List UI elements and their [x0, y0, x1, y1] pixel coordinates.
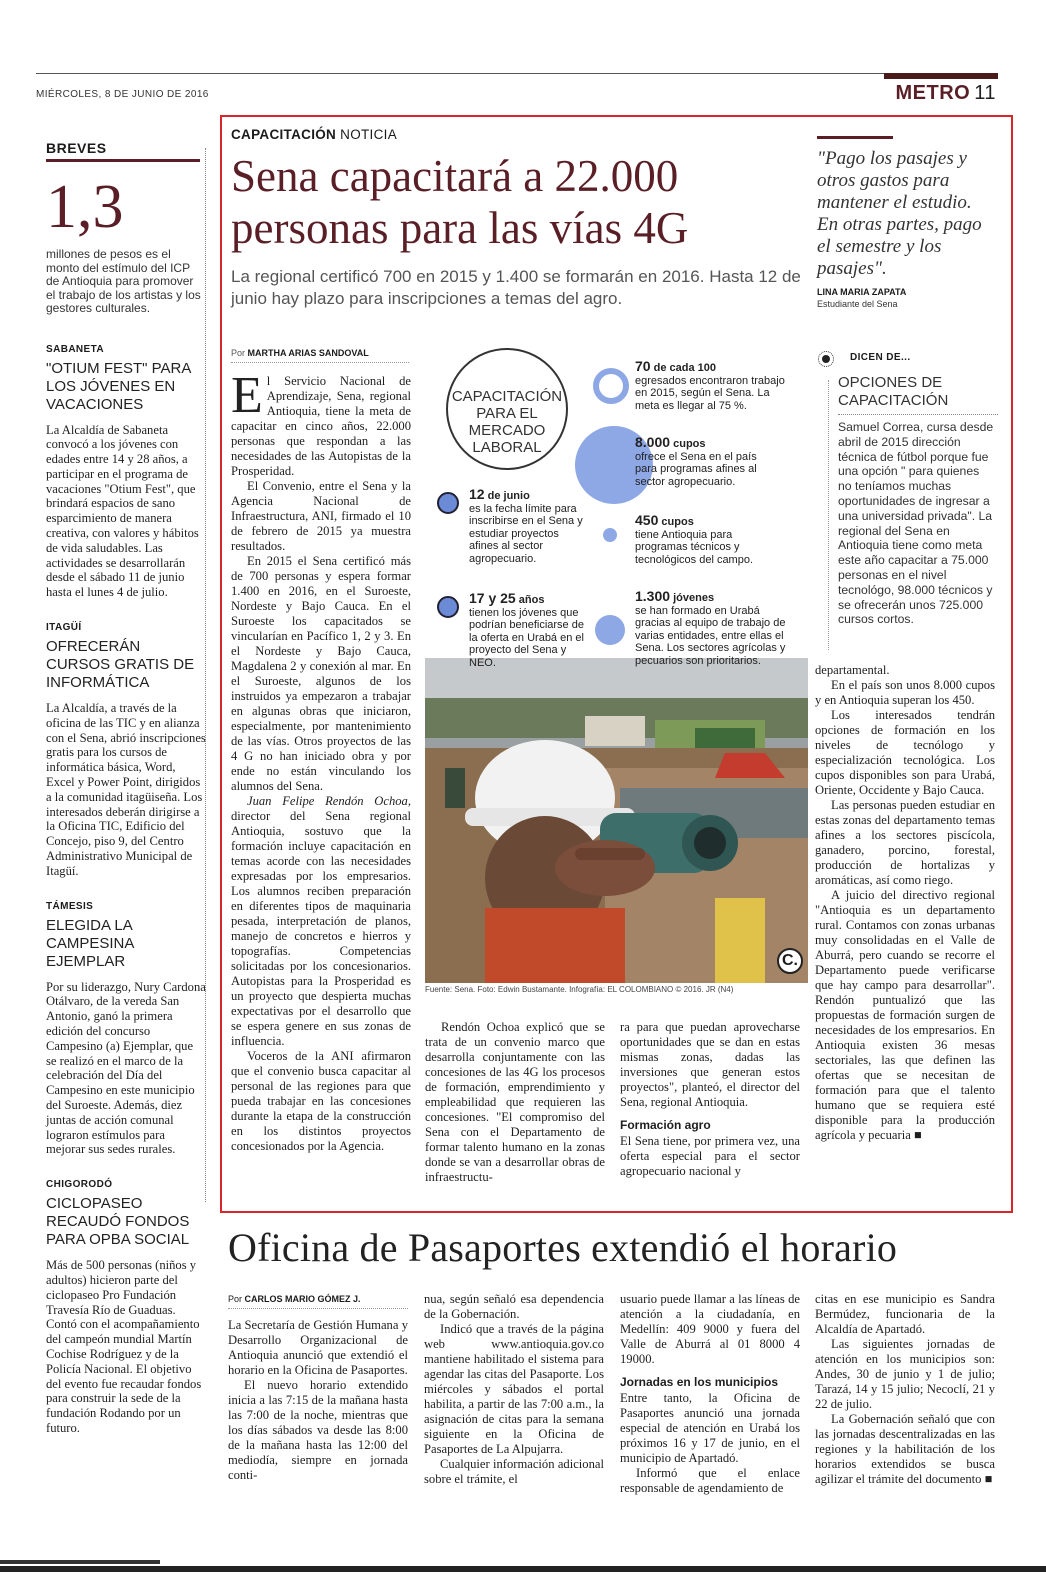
article-column-3: [620, 1020, 800, 1179]
brief-tamesis: [46, 901, 206, 1158]
header-rule: [36, 73, 998, 74]
brief-itagui: [46, 622, 206, 879]
kicker-type: NOTICIA: [340, 127, 398, 142]
article-paragraph: En el país son unos 8.000 cupos y en Antioquia superan los 450.: [815, 678, 995, 707]
article-paragraph: Indicó que a través de la página web www.antioquia.gov.co mantiene habilitado el sistema para agendar las citas del Pasaporte. Los miércoles y sábados el portal habilita, a partir de las 7:00 a.m., la asignación de citas para la semana siguiente en la Oficina de Pasaportes de La Alpujarra.: [424, 1322, 604, 1456]
second-byline: [228, 1294, 408, 1309]
stat-450: [635, 514, 775, 566]
stat-1300: [635, 590, 795, 667]
ratio-ring-icon: [593, 368, 629, 404]
byline-author: CARLOS MARIO GÓMEZ J.: [244, 1294, 361, 1304]
brief-body: La Alcaldía de Sabaneta convocó a los jóvenes con edades entre 14 y 28 años, a participar en el programa de vacaciones "Otium Fest", que brindará espacios de sano esparcimiento de manera creativa, con valores y hábitos de vida saludables. Las actividades se desarrollarán desde el sábado 11 de junio hasta el lunes 4 de julio.: [46, 422, 199, 600]
stat-text: tiene Antioquia para programas técnicos y tecnológicos del campo.: [635, 528, 754, 566]
stat-value: 8.000 cupos: [635, 434, 706, 450]
article-kicker: [231, 127, 397, 142]
surveyor-photo-illustration: [425, 658, 808, 983]
article-paragraph: El nuevo horario extendido inicia a las 7:15 de la mañana hasta las 7:00 de la noche, mientras que los días sábados va desde las 8:00 de la mañana hasta las 12:00 del mediodía, siempre en jornada conti-: [228, 1378, 408, 1482]
stat-value: 450 cupos: [635, 512, 694, 528]
brief-location: SABANETA: [46, 343, 105, 355]
infographic: [425, 348, 808, 995]
brief-headline: OFRECERÁN CURSOS GRATIS DE INFORMÁTICA: [46, 638, 195, 692]
stat-text: tienen los jóvenes que podrían beneficiarse de la oferta en Urabá en el proyecto del Sena y NEO.: [469, 606, 584, 669]
stat-text: egresados encontraron trabajo en 2015, según el Sena. La meta es llegar al 75 %.: [635, 374, 785, 412]
article-paragraph: ra para que puedan aprovecharse oportunidades que se dan en estas mismas zonas, dadas las inversiones que generan estos proyectos", planteó, el director del Sena, regional Antioquia.: [620, 1020, 800, 1109]
brief-sabaneta: [46, 344, 206, 601]
page-date: MIÉRCOLES, 8 DE JUNIO DE 2016: [36, 89, 209, 100]
medium-bubble: [595, 615, 625, 645]
stat-text: es la fecha límite para inscribirse en el Sena y estudiar proyectos afines al sector agropecuario.: [469, 502, 583, 565]
article-column-1: [231, 367, 411, 1154]
infographic-source: Fuente: Sena. Foto: Edwin Bustamante. Infografía: EL COLOMBIANO © 2016. JR (N4): [425, 985, 734, 994]
stat-17-25: [469, 592, 589, 669]
article-paragraph: usuario puede llamar a las líneas de atención a la ciudadanía, en Medellín: 409 9000 y fuera del Valle de Aburrá al 01 8000 4 19000.: [620, 1292, 800, 1366]
page-bottom-rule: [0, 1566, 1046, 1572]
brief-location: ITAGÜÍ: [46, 622, 82, 634]
worker-photo: [425, 658, 808, 983]
second-column-4: [815, 1292, 995, 1487]
kicker-topic: CAPACITACIÓN: [231, 127, 337, 142]
article-subheading: Formación agro: [620, 1118, 711, 1132]
article-paragraph: nua, según señaló esa dependencia de la Gobernación.: [424, 1292, 604, 1321]
brief-chigorodo: [46, 1179, 206, 1436]
article-paragraph: Entre tanto, la Oficina de Pasaportes anunció una jornada especial de atención en Urabá los próximos 16 y 17 de junio, en el municipio de Apartadó.: [620, 1391, 800, 1465]
byline-label: Por: [228, 1294, 243, 1304]
second-column-1: [228, 1318, 408, 1483]
article-paragraph: [231, 794, 411, 1049]
person-icon: [437, 596, 459, 618]
stat-value: 12 de junio: [469, 486, 530, 502]
speech-icon: [818, 351, 834, 367]
brief-body: Más de 500 personas (niños y adultos) hicieron parte del ciclopaseo Pro Fundación Travesía Río de Guaduas. Contó con el acompañamiento del campeón mundial Martín Cochise Rodríguez y de la Policía Nacional. El objetivo del evento fue recaudar fondos para construir la sede de la fundación Rodando por un futuro.: [46, 1258, 202, 1435]
article-paragraph: Voceros de la ANI afirmaron que el convenio busca capacitar al personal de las regiones para que pueda trabajar en las concesiones durante la etapa de la construcción en los distintos proyectos concesionados por la Agencia.: [231, 1049, 411, 1153]
article-paragraph: La Gobernación señaló que con las jornadas descentralizadas en las regiones y la habilitación de los horarios extendidos se busca agilizar el trámite del documento ■: [815, 1412, 995, 1486]
dropcap: E: [231, 367, 263, 424]
quote-rule: [817, 136, 893, 139]
article-paragraph: A juicio del directivo regional "Antioquia es un departamento rural. Contamos con zonas urbanas muy consolidadas en el Valle de Aburrá, pero cuando se recorre el Departamento puede verificarse que hay campo para desarrollar". Rendón puntualizó que las propuestas de formación surgen de necesidades de los empresarios. En Antioquia existen 36 mesas sectoriales, las que definen las ofertas que se necesitan de formación para que el talento humano que se requiera esté disponible para la producción agrícola y pecuaria ■: [815, 888, 995, 1142]
article-paragraph: En 2015 el Sena certificó más de 700 personas y espera formar 1.400 en 2016, en el Suroeste, Nordeste y Bajo Cauca. En el Suroeste los capacitados se vincularían en Pacífico 1, 2 y 3. En el Nordeste y Bajo Cauca, Magdalena 2 y conexión al mar. En el Suroeste, algunos de los instruidos ya empezaron a trabajar en algunas obras que iniciaron, especialmente, por mantenimiento de las vías. Otros proyectos de las 4 G no han iniciado obra y por ende no están vinculando los alumnos del Sena.: [231, 554, 411, 793]
article-column-4: [815, 663, 995, 1143]
byline-author: MARTHA ARIAS SANDOVAL: [247, 348, 369, 358]
paragraph-text: director del Sena regional Antioquia, sostuvo que la formación incluye capacitación en temas acorde con las necesidades expresadas por los empresarios. Los alumnos reciben preparación en diferentes tipos de maquinaria pesada, interpretación de planos, manejo de concretos e hierros y topografías. Competencias solicitadas por los concesionarios. Autopistas para la Prosperidad es un proyecto que despierta muchas expectativas por el desarrollo que se espera genere en sus zonas de influencia.: [231, 809, 411, 1048]
quote-author: LINA MARIA ZAPATA: [817, 287, 907, 297]
article-paragraph: Las siguientes jornadas de atención en los municipios son: Andes, 30 de junio y 1 de julio; Tarazá, 14 y 15 julio; Necoclí, 21 y 22 de julio.: [815, 1337, 995, 1411]
article-paragraph: El Convenio, entre el Sena y la Agencia Nacional de Infraestructura, ANI, firmado el 10 de febrero de 2015 ya muestra resultados.: [231, 479, 411, 553]
stat-8000: [635, 436, 775, 488]
dicen-label: DICEN DE...: [850, 352, 911, 363]
calendar-icon: [437, 492, 459, 514]
stat-value: 1.300 jóvenes: [635, 588, 715, 604]
brief-location: CHIGORODÓ: [46, 1179, 113, 1191]
article-subhead: La regional certificó 700 en 2015 y 1.400 se formarán en 2016. Hasta 12 de junio hay plazo para inscripciones a temas del agro.: [231, 267, 801, 308]
breves-big-number: 1,3: [46, 173, 124, 241]
stat-text: se han formado en Urabá gracias al equipo de trabajo de varias entidades, entre ellas el Sena. Los sectores agrícolas y pecuarios son prioritarios.: [635, 604, 786, 667]
article-paragraph: Cualquier información adicional sobre el trámite, el: [424, 1457, 604, 1486]
brief-headline: ELEGIDA LA CAMPESINA EJEMPLAR: [46, 916, 134, 970]
section-color-bar: [884, 73, 998, 79]
second-column-3: [620, 1292, 800, 1496]
infographic-title-circle: CAPACITACIÓN PARA EL MERCADO LABORAL: [446, 348, 568, 470]
article-paragraph: [231, 367, 411, 479]
article-paragraph: La Secretaría de Gestión Humana y Desarrollo Organizacional de Antioquia anunció que extendió el horario en la Oficina de Pasaportes.: [228, 1318, 408, 1377]
small-bubble: [603, 528, 617, 542]
section-name: [896, 82, 996, 105]
publisher-logo: C.: [777, 948, 803, 974]
stat-70: [635, 360, 795, 412]
breves-number-text: millones de pesos es el monto del estímulo del ICP de Antioquia para promover el trabajo de los artistas y los gestores culturales.: [46, 247, 201, 315]
article-paragraph: Las personas pueden estudiar en estas zonas del departamento temas afines a los sectores piscícola, ganadero, porcino, forestal, producción de hortalizas y aromáticas, así como riego.: [815, 798, 995, 887]
article-subheading: Jornadas en los municipios: [620, 1375, 779, 1389]
byline-label: Por: [231, 348, 246, 358]
article-byline: [231, 348, 409, 363]
article-paragraph: departamental.: [815, 663, 890, 677]
stat-12-junio: [469, 488, 589, 565]
article-paragraph: Los interesados tendrán opciones de formación en los niveles de tecnólogo y especialización tecnológica. Los cupos disponibles son para Urabá, Oriente, Occidente y Bajo Cauca.: [815, 708, 995, 797]
breves-column: [36, 140, 206, 1436]
stat-text: ofrece el Sena en el país para programas afines al sector agropecuario.: [635, 450, 757, 488]
article-paragraph: Informó que el enlace responsable de agendamiento de: [620, 1466, 800, 1495]
dicen-divider: [828, 380, 829, 650]
brief-body: Por su liderazgo, Nury Cardona Otálvaro, de la vereda San Antonio, ganó la primera edición del concurso Campesino (a) Ejemplar, que se realizó en el marco de la celebración del Día del Campesino en este municipio del Suroeste. Además, diez juntas de acción comunal lograron estímulos para mejorar sus sedes rurales.: [46, 979, 206, 1157]
dicen-body: Samuel Correa, cursa desde abril de 2015 dirección técnica de fútbol porque fue una opción " para quienes no teníamos muchas oportunidades de ingresar a una universidad privada". La regional del Sena en Antioquia tiene como meta este año capacitar a 75.000 personas en el nivel tecnológo, 98.000 técnicos y se ofrecerán unos 725.000 cursos cortos.: [838, 420, 994, 627]
article-column-2: [425, 1020, 605, 1185]
article-paragraph: El Sena tiene, por primera vez, una oferta especial para el sector agropecuario nacional y: [620, 1134, 800, 1178]
dicen-title: OPCIONES DE CAPACITACIÓN: [838, 374, 998, 415]
second-headline: Oficina de Pasaportes extendió el horario: [228, 1225, 898, 1270]
article-headline: Sena capacitará a 22.000 personas para las vías 4G: [231, 151, 689, 253]
article-paragraph: Rendón Ochoa explicó que se trata de un convenio marco que desarrolla conjuntamente con las concesiones de las 4G los procesos de formación, emprendimiento y empleabilidad que requieren las concesiones. "El compromiso del Sena con el Departamento de formar talento humano en la zonas donde se van a desarrollar obras de infraestructu-: [425, 1020, 605, 1184]
brief-headline: CICLOPASEO RECAUDÓ FONDOS PARA OPBA SOCIAL: [46, 1195, 190, 1249]
page-number: 11: [974, 82, 996, 104]
pull-quote: "Pago los pasajes y otros gastos para mantener el estudio. En otras partes, pago el semestre y los pasajes".: [817, 148, 982, 279]
brief-headline: "OTIUM FEST" PARA LOS JÓVENES EN VACACIONES: [46, 359, 191, 413]
quote-role: Estudiante del Sena: [817, 299, 898, 309]
stat-value: 70 de cada 100: [635, 358, 717, 374]
footer-mark: [0, 1560, 160, 1564]
breves-title: BREVES: [46, 140, 200, 162]
section-label: METRO: [895, 82, 971, 104]
stat-value: 17 y 25 años: [469, 590, 545, 606]
article-paragraph: citas en ese municipio es Sandra Bermúdez, funcionaria de la Alcaldía de Apartadó.: [815, 1292, 995, 1336]
brief-body: La Alcaldía, a través de la oficina de las TIC y en alianza con el Sena, abrió inscripciones gratis para los cursos de informática básica, Word, Excel y Power Point, dirigidos a la comunidad itagüiseña. Los interesados deberán dirigirse a la Oficina TIC, Edificio del Concejo, piso 9, del Centro Administrativo Municipal de Itagüí.: [46, 701, 206, 878]
quoted-person: Juan Felipe Rendón Ochoa,: [247, 794, 411, 808]
brief-location: TÁMESIS: [46, 900, 94, 912]
lead-text: l Servicio Nacional de Aprendizaje, Sena, regional Antioquia, tiene la meta de capacitar en cinco años, 22.000 personas que respondan a las necesidades de las Autopistas de la Prosperidad.: [231, 374, 411, 478]
second-column-2: [424, 1292, 604, 1487]
